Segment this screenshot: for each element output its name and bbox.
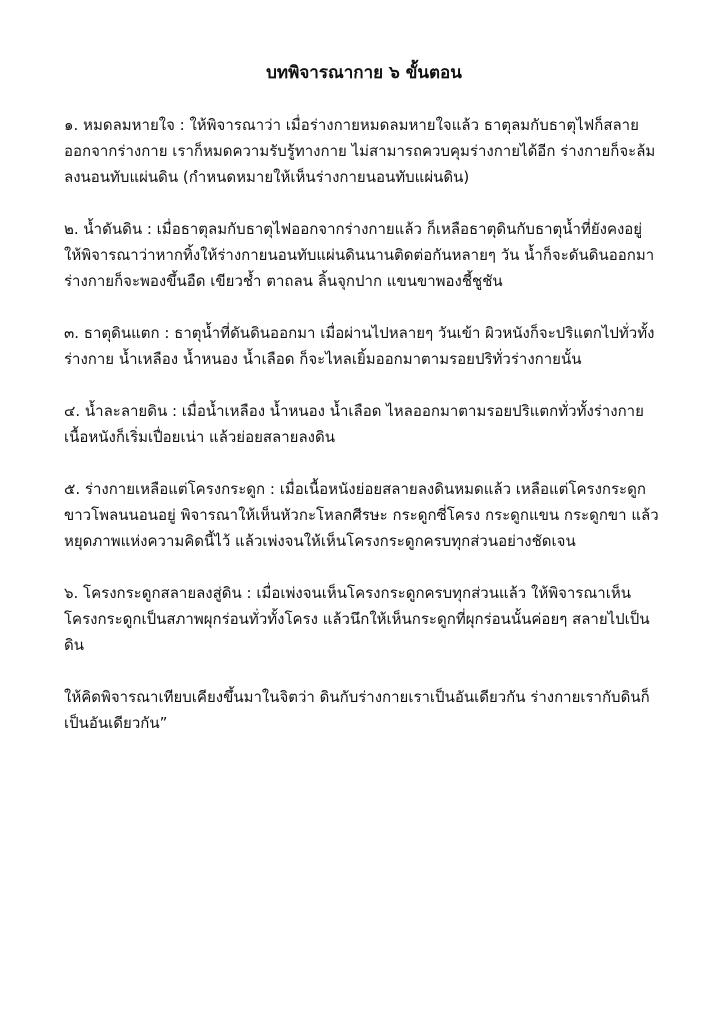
step-1-paragraph: ๑. หมดลมหายใจ : ให้พิจารณาว่า เมื่อร่างกายหมดลมหายใจแล้ว ธาตุลมกับธาตุไฟก็สลายออกจากร่างกาย เราก็หมดความรับรู้ทางกาย ไม่สามารถควบคุมร่างกายได้อีก ร่างกายก็จะล้มลงนอนทับแผ่นดิน (กำหนดหมายให้เห็นร่างกายนอนทับแผ่นดิน) (64, 116, 656, 186)
step-2-paragraph: ๒. น้ำดันดิน : เมื่อธาตุลมกับธาตุไฟออกจากร่างกายแล้ว ก็เหลือธาตุดินกับธาตุน้ำที่ยังคงอยู่ ให้พิจารณาว่าหากทิ้งให้ร่างกายนอนทับแผ่นดินนานติดต่อกันหลายๆ วัน น้ำก็จะดันดินออกมา ร่างกายก็จะพองขึ้นอืด เขียวช้ำ ตาถลน ลิ้นจุกปาก แขนขาพองชี้ชูชัน (64, 220, 655, 290)
step-6-paragraph: ๖. โครงกระดูกสลายลงสู่ดิน : เมื่อเพ่งจนเห็นโครงกระดูกครบทุกส่วนแล้ว ให้พิจารณาเห็นโครงกระดูกเป็นสภาพผุกร่อนทั่วทั้งโครง แล้วนึกให้เห็นกระดูกที่ผุกร่อนนั้นค่อยๆ สลายไปเป็นดิน (64, 584, 650, 654)
document-title: บทพิจารณากาย ๖ ขั้นตอน (266, 63, 462, 83)
document-page (64, 60, 664, 762)
step-4-paragraph: ๔. น้ำละลายดิน : เมื่อน้ำเหลือง น้ำหนอง น้ำเลือด ไหลออกมาตามรอยปริแตกทั่วทั้งร่างกาย เนื้อหนังก็เริ่มเปื่อยเน่า แล้วย่อยสลายลงดิน (64, 402, 644, 446)
conclusion-paragraph: ให้คิดพิจารณาเทียบเคียงขึ้นมาในจิตว่า ดินกับร่างกายเราเป็นอันเดียวกัน ร่างกายเรากับดินก็เป็นอันเดียวกัน” (64, 688, 650, 732)
step-3-paragraph: ๓. ธาตุดินแตก : ธาตุน้ำที่ดันดินออกมา เมื่อผ่านไปหลายๆ วันเข้า ผิวหนังก็จะปริแตกไปทั่วทั้งร่างกาย น้ำเหลือง น้ำหนอง น้ำเลือด ก็จะไหลเยิ้มออกมาตามรอยปริทั่วร่างกายนั้น (64, 324, 655, 368)
step-5-paragraph: ๕. ร่างกายเหลือแต่โครงกระดูก : เมื่อเนื้อหนังย่อยสลายลงดินหมดแล้ว เหลือแต่โครงกระดูกขาวโพลนนอนอยู่ พิจารณาให้เห็นหัวกะโหลกศีรษะ กระดูกซี่โครง กระดูกแขน กระดูกขา แล้วหยุดภาพแห่งความคิดนี้ไว้ แล้วเพ่งจนให้เห็นโครงกระดูกครบทุกส่วนอย่างชัดเจน (64, 480, 659, 550)
